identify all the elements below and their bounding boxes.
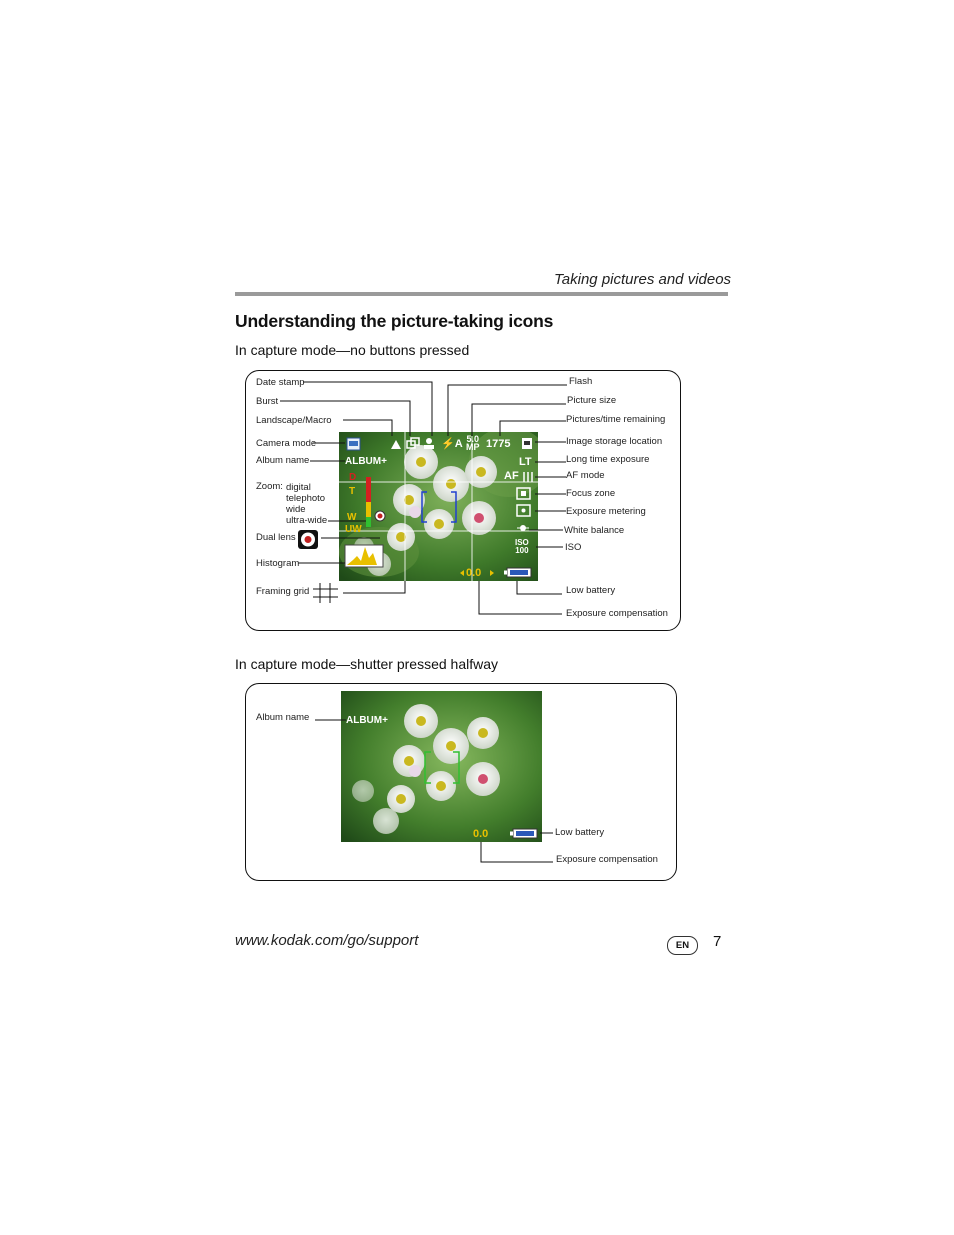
label2-low-battery: Low battery bbox=[555, 827, 605, 838]
label-zoom-wide: wide bbox=[286, 504, 306, 515]
label-low-battery: Low battery bbox=[566, 585, 616, 596]
label-white-balance: White balance bbox=[564, 525, 625, 536]
label-dual-lens: Dual lens bbox=[256, 532, 296, 543]
label2-exposure-compensation: Exposure compensation bbox=[556, 854, 658, 865]
iso-value: 100 bbox=[515, 546, 529, 555]
label-framing-grid: Framing grid bbox=[256, 586, 310, 597]
label-landscape-macro: Landscape/Macro bbox=[256, 415, 332, 426]
zoom-w-text: W bbox=[347, 512, 357, 523]
label-af-mode: AF mode bbox=[566, 470, 605, 481]
pictures-remaining-text: 1775 bbox=[486, 438, 511, 450]
label-long-time-exposure: Long time exposure bbox=[566, 454, 650, 465]
label-date-stamp: Date stamp bbox=[256, 377, 305, 388]
page-number: 7 bbox=[713, 933, 722, 950]
album-name-text: ALBUM+ bbox=[345, 456, 387, 467]
diagram2-subtitle: In capture mode—shutter pressed halfway bbox=[235, 656, 499, 672]
label-histogram: Histogram bbox=[256, 558, 300, 569]
label-exposure-compensation: Exposure compensation bbox=[566, 608, 668, 619]
exposure-compensation-text-2: 0.0 bbox=[473, 828, 489, 840]
iso-label: ISO bbox=[515, 538, 529, 547]
flash-text: ⚡A bbox=[441, 438, 463, 450]
label-exposure-metering: Exposure metering bbox=[566, 506, 646, 517]
zoom-uw-text: UW bbox=[345, 524, 362, 535]
label-zoom-ultra-wide: ultra-wide bbox=[286, 515, 328, 526]
language-badge: EN bbox=[667, 936, 698, 955]
label-picture-size: Picture size bbox=[567, 395, 617, 406]
af-mode-text: AF bbox=[504, 470, 519, 482]
exposure-compensation-text: 0.0 bbox=[466, 567, 482, 579]
label-zoom: Zoom: bbox=[256, 481, 283, 492]
long-time-exposure-text: LT bbox=[519, 456, 532, 468]
label-focus-zone: Focus zone bbox=[566, 488, 616, 499]
label-album-name: Album name bbox=[256, 455, 310, 466]
label-pictures-time-remaining: Pictures/time remaining bbox=[566, 414, 666, 425]
label-burst: Burst bbox=[256, 396, 279, 407]
section-header: Taking pictures and videos bbox=[554, 271, 732, 288]
zoom-d-text: D bbox=[349, 472, 357, 483]
label-zoom-digital: digital bbox=[286, 482, 311, 493]
label-iso: ISO bbox=[565, 542, 582, 553]
page-title: Understanding the picture-taking icons bbox=[235, 311, 554, 331]
album-name-text-2: ALBUM+ bbox=[346, 715, 388, 726]
label2-album-name: Album name bbox=[256, 712, 310, 723]
mp-unit: MP bbox=[466, 442, 480, 452]
label-zoom-telephoto: telephoto bbox=[286, 493, 326, 504]
footer-url[interactable]: www.kodak.com/go/support bbox=[235, 932, 419, 949]
label-flash: Flash bbox=[569, 376, 593, 387]
label-camera-mode: Camera mode bbox=[256, 438, 317, 449]
mp-value: 5.0 bbox=[466, 434, 479, 444]
label-image-storage-location: Image storage location bbox=[566, 436, 663, 447]
zoom-t-text: T bbox=[349, 486, 356, 497]
diagram1-subtitle: In capture mode—no buttons pressed bbox=[235, 342, 470, 358]
